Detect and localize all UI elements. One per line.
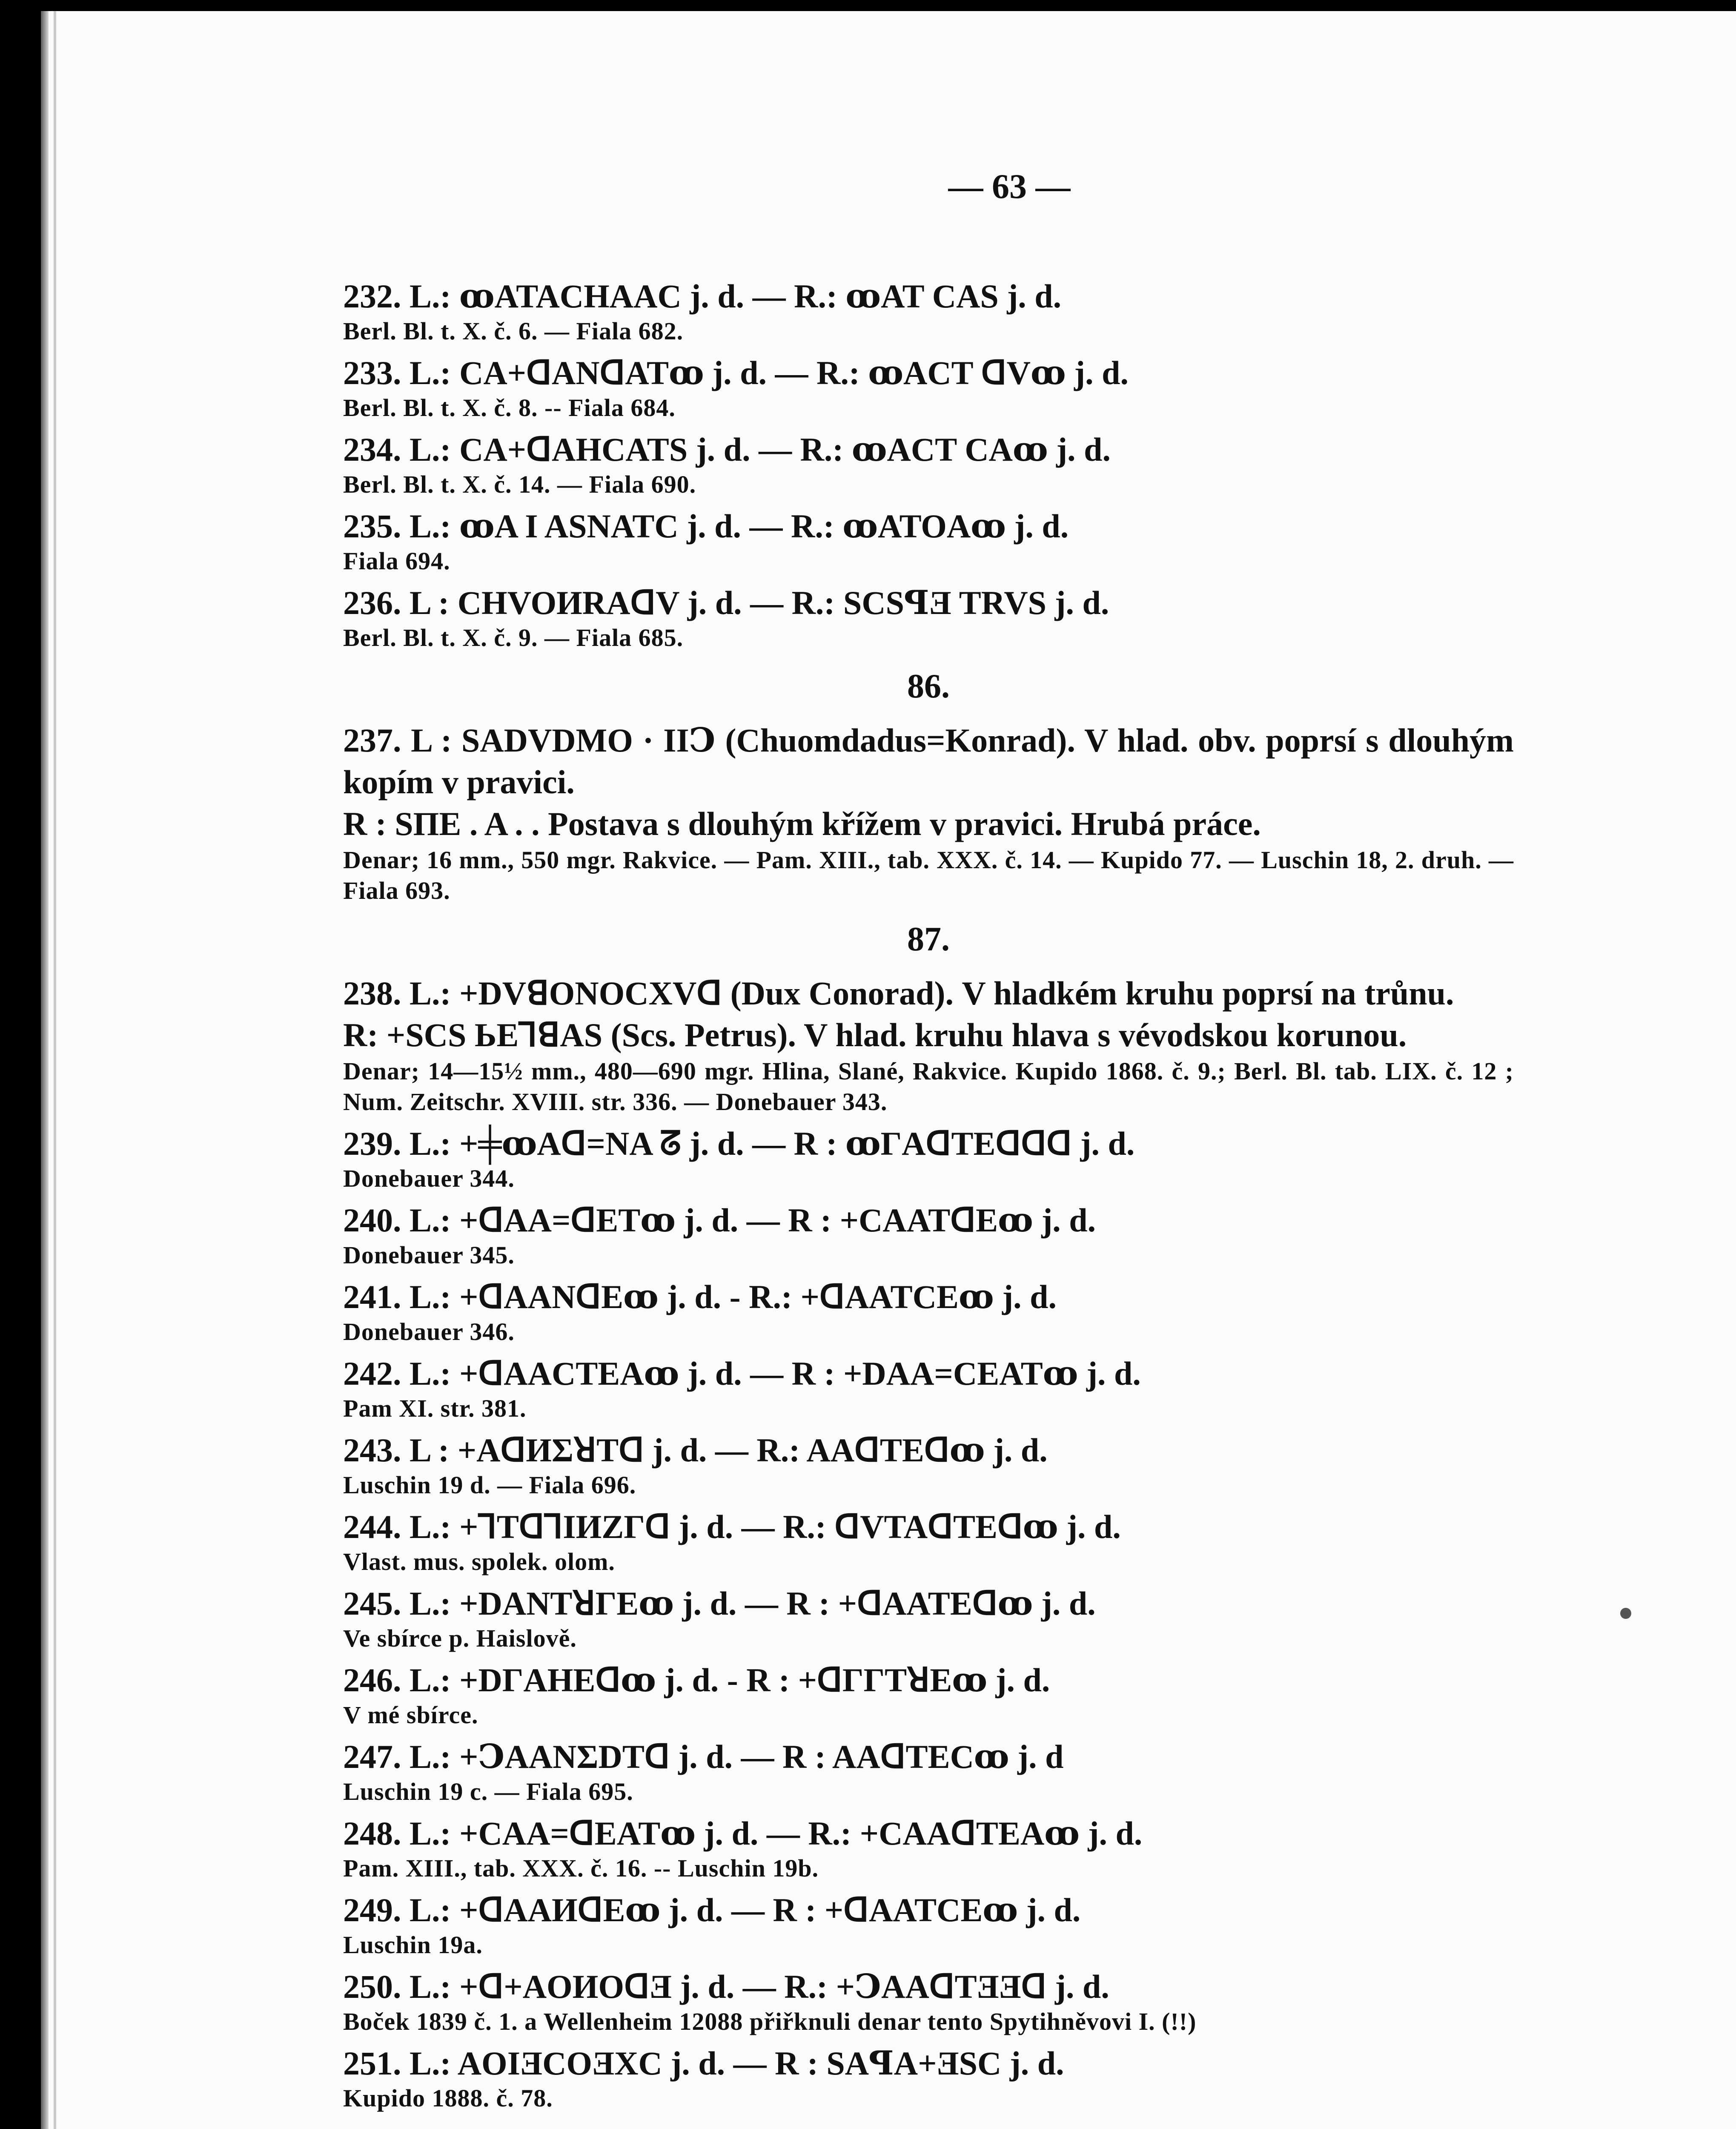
entry-main-line: 250. L.: +ᗡ+AOИOᗡƎ j. d. — R.: +ↃAAᗡTƎƎᗡ j. d. [343,1968,1109,2005]
entry-reference: Donebauer 345. [343,1241,515,1269]
entries-group-a [343,277,1514,653]
speck-mark [1620,1608,1631,1619]
entry-reference: Luschin 19 d. — Fiala 696. [343,1471,636,1499]
entry-reference: Berl. Bl. t. X. č. 8. -- Fiala 684. [343,394,676,422]
entry-reverse-text: R : SΠE . A . . Postava s dlouhým křížem v pravici. Hrubá práce. [343,805,1261,842]
entry-reference: Pam. XIII., tab. XXX. č. 16. -- Luschin 19b. [343,1854,819,1882]
catalog-entry-235 [343,507,1514,577]
entry-reference: Fiala 694. [343,547,450,575]
entry-reference: Boček 1839 č. 1. a Wellenheim 12088 přiřknuli denar tento Spytihněvovi I. (!!) [343,2008,1197,2035]
entry-main-line: 242. L.: +ᗡAACTEAꝏ j. d. — R : +DAA=CEATꝏ j. d. [343,1355,1141,1392]
catalog-entry-236 [343,583,1514,653]
page-content [343,152,1514,2120]
entry-main-line: 236. L : CHVOИRAᗡV j. d. — R.: SCSꟼƎ TRVS j. d. [343,584,1109,621]
entry-main-line: 246. L.: +DΓAHEᗡꝏ j. d. - R : +ᗡΓΓTꓤEꝏ j. d. [343,1661,1050,1699]
book-page [41,11,1736,2129]
entry-reverse-text: R: +SCS ЬEꓶꓭAS (Scs. Petrus). V hlad. kruhu hlava s vévodskou korunou. [343,1016,1407,1053]
entry-reference: Ve sbírce p. Haislově. [343,1624,577,1652]
catalog-entry-242 [343,1354,1514,1424]
entry-main-line: 249. L.: +ᗡAAИᗡEꝏ j. d. — R : +ᗡAATCEꝏ j. d. [343,1891,1081,1928]
entry-main-line: 239. L.: +╪ꝏAᗡ=NA ᘔ j. d. — R : ꝏΓAᗡTEᗡᗡᗡ j. d. [343,1125,1135,1162]
entry-obverse-text: 238. L.: +DVꓭONOCXVᗡ (Dux Conorad). V hladkém kruhu poprsí na trůnu. [343,975,1454,1012]
section-heading-87: 87. [907,921,950,958]
page-number: — 63 — [948,167,1071,206]
entry-obverse-text: 237. L : SADVDMO · IIↃ (Chuomdadus=Konrad). V hlad. obv. poprsí s dlouhým kopím v pravici. [343,722,1514,801]
entry-reference: Berl. Bl. t. X. č. 6. — Fiala 682. [343,317,684,345]
entry-main-line: 245. L.: +DANTꓤΓEꝏ j. d. — R : +ᗡAATEᗡꝏ j. d. [343,1585,1096,1622]
entry-reference: Kupido 1888. č. 78. [343,2084,553,2112]
catalog-entry-239 [343,1124,1514,1194]
page-gutter-shadow [41,11,49,2129]
catalog-entry-249 [343,1891,1514,1960]
entry-main-line: 243. L : +AᗡИΣꓤTᗡ j. d. — R.: AAᗡTEᗡꝏ j. d. [343,1432,1048,1469]
entry-main-line: 247. L.: +ↃAANΣDTᗡ j. d. — R : AAᗡTECꝏ j. d [343,1738,1064,1775]
entry-reference: Donebauer 346. [343,1318,515,1346]
entry-reference: Vlast. mus. spolek. olom. [343,1548,615,1575]
section-heading-86: 86. [907,668,950,705]
entry-reference: Berl. Bl. t. X. č. 14. — Fiala 690. [343,471,696,498]
entry-reference: Berl. Bl. t. X. č. 9. — Fiala 685. [343,624,684,651]
entry-reference: Luschin 19a. [343,1931,483,1959]
entry-main-line: 244. L.: +ꓶTᗡꓶIИZΓᗡ j. d. — R.: ᗡVTAᗡTEᗡꝏ j. d. [343,1508,1121,1545]
entry-reference: Denar; 16 mm., 550 mgr. Rakvice. — Pam. XIII., tab. XXX. č. 14. — Kupido 77. — Luschin 18, 2. druh. — Fiala 693. [343,846,1514,904]
catalog-entry-250 [343,1967,1514,2037]
catalog-entry-234 [343,430,1514,500]
entry-main-line: 241. L.: +ᗡAANᗡEꝏ j. d. - R.: +ᗡAATCEꝏ j. d. [343,1278,1057,1315]
catalog-entry-248 [343,1814,1514,1884]
entries-group-b [343,1124,1514,2114]
entry-main-line: 240. L.: +ᗡAA=ᗡETꝏ j. d. — R : +CAATᗡEꝏ j. d. [343,1202,1096,1239]
entry-main-line: 251. L.: AOIƎCOƎXC j. d. — R : SAꟼA+ƎSC j. d. [343,2045,1064,2082]
entry-reference: V mé sbírce. [343,1701,478,1729]
catalog-entry-244 [343,1507,1514,1577]
catalog-entry-241 [343,1277,1514,1347]
catalog-entry-240 [343,1201,1514,1271]
entry-main-line: 248. L.: +CAA=ᗡEATꝏ j. d. — R.: +CAAᗡTEAꝏ j. d. [343,1815,1143,1852]
catalog-entry-233 [343,353,1514,423]
entry-reference: Pam XI. str. 381. [343,1394,527,1422]
catalog-entry-232 [343,277,1514,347]
entry-main-line: 234. L.: CA+ᗡAHCATS j. d. — R.: ꝏACT CAꝏ j. d. [343,431,1111,468]
catalog-entry-238 [343,973,1514,1117]
catalog-entry-245 [343,1584,1514,1654]
entry-main-line: 235. L.: ꝏA I ASNATC j. d. — R.: ꝏATOAꝏ j. d. [343,508,1069,545]
catalog-entry-243 [343,1431,1514,1501]
catalog-entry-237 [343,720,1514,906]
catalog-entry-251 [343,2044,1514,2114]
entry-reference: Donebauer 344. [343,1165,515,1192]
binding-edge [54,11,56,2129]
entry-reference: Luschin 19 c. — Fiala 695. [343,1778,633,1805]
catalog-entry-247 [343,1737,1514,1807]
entry-reference: Denar; 14—15½ mm., 480—690 mgr. Hlina, Slané, Rakvice. Kupido 1868. č. 9.; Berl. Bl. tab. LIX. č. 12 ; Num. Zeitschr. XVIII. str. 336. — Donebauer 343. [343,1057,1514,1116]
entry-main-line: 233. L.: CA+ᗡANᗡATꝏ j. d. — R.: ꝏACT ᗡVꝏ j. d. [343,354,1129,391]
catalog-entry-246 [343,1661,1514,1730]
entry-main-line: 232. L.: ꝏATACHAAC j. d. — R.: ꝏAT CAS j. d. [343,278,1062,315]
